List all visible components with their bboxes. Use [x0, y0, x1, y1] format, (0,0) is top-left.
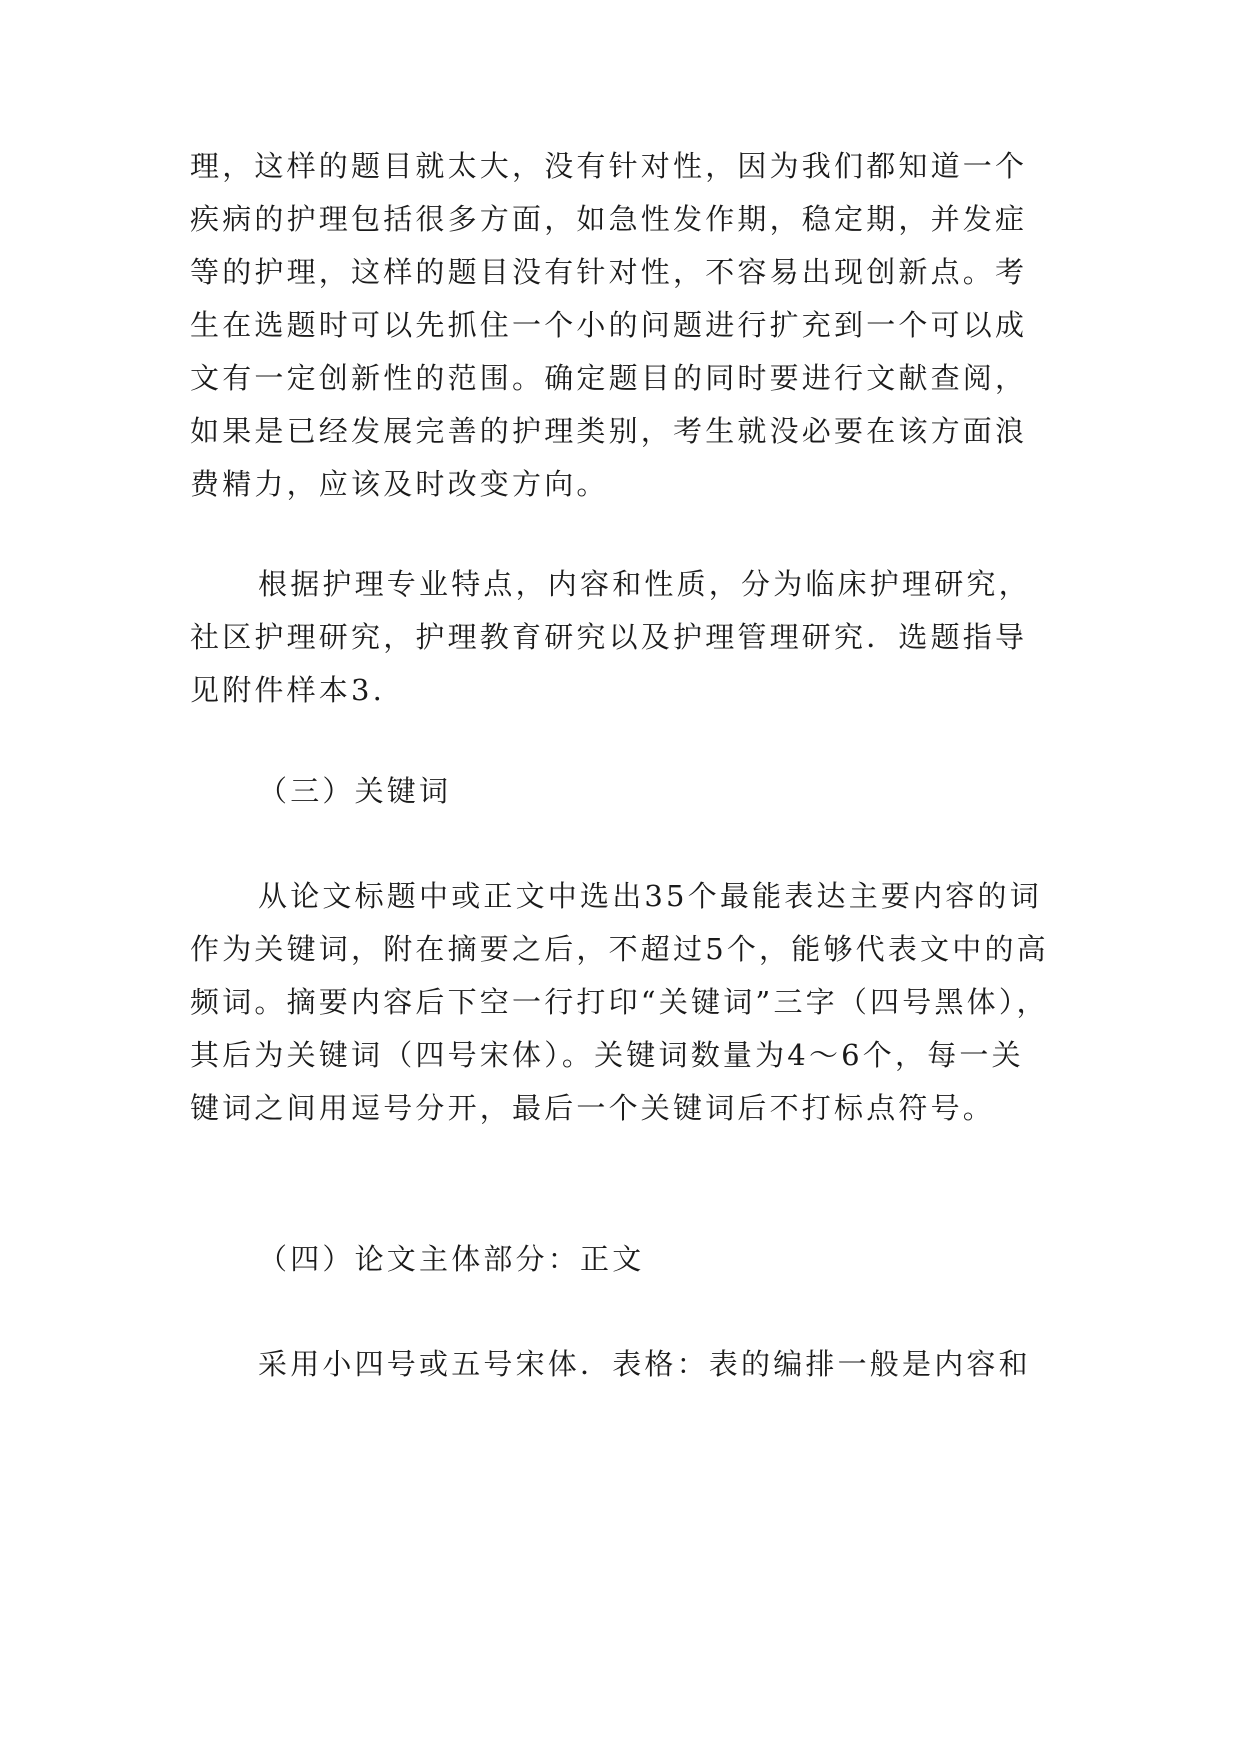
body-paragraph: 根据护理专业特点，内容和性质，分为临床护理研究，社区护理研究，护理教育研究以及护理管理研究．选题指导见附件样本3. — [190, 567, 1031, 707]
body-paragraph: 理，这样的题目就太大，没有针对性，因为我们都知道一个疾病的护理包括很多方面，如急性发作期，稳定期，并发症等的护理，这样的题目没有针对性，不容易出现创新点。考生在选题时可以先抓住一个小的问题进行扩充到一个可以成文有一定创新性的范围。确定题目的同时要进行文献查阅，如果是已经发展完善的护理类别，考生就没必要在该方面浪费精力，应该及时改变方向。 — [190, 149, 1028, 501]
document-page — [190, 0, 1055, 1754]
section-heading: （四）论文主体部分：正文 — [258, 1242, 645, 1276]
body-paragraph: 从论文标题中或正文中选出35个最能表达主要内容的词作为关键词，附在摘要之后，不超过5个，能够代表文中的高频词。摘要内容后下空一行打印“关键词”三字（四号黑体），其后为关键词（四号宋体）。关键词数量为4～6个，每一关键词之间用逗号分开，最后一个关键词后不打标点符号。 — [190, 879, 1049, 1125]
section-heading: （三）关键词 — [258, 774, 452, 808]
body-paragraph: 采用小四号或五号宋体．表格：表的编排一般是内容和 — [258, 1347, 1031, 1381]
